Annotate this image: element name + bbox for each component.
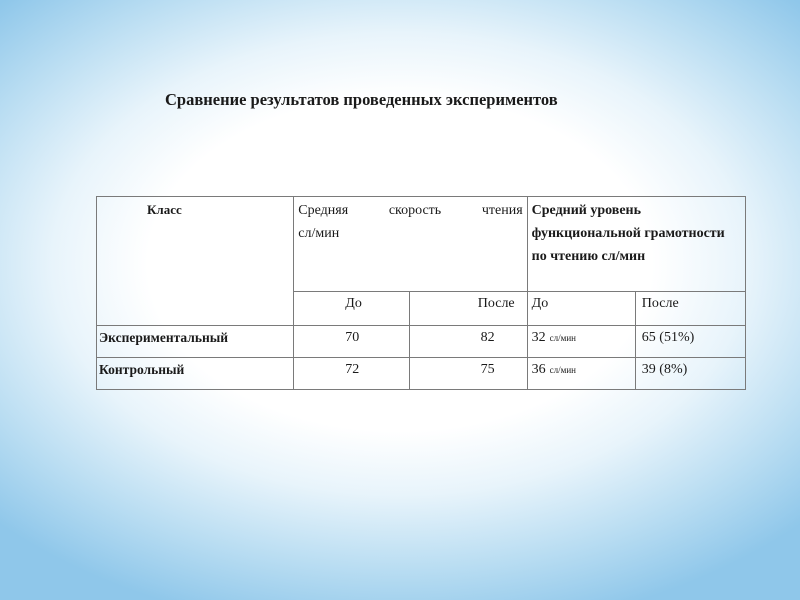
header-class-label: Класс: [147, 202, 182, 217]
results-table: [96, 196, 746, 390]
cell-speed-before: 70: [294, 326, 410, 358]
header-class-cell: [97, 197, 294, 326]
cell-speed-after: 75: [410, 358, 527, 390]
header-level-cell: [527, 197, 745, 292]
cell-level-after: 39 (8%): [635, 358, 745, 390]
header-speed-line1: Средняя скорость чтения: [298, 203, 523, 218]
table-row: [97, 358, 746, 390]
cell-level-before: [527, 358, 635, 390]
header-speed-cell: [294, 197, 527, 292]
cell-speed-before: 72: [294, 358, 410, 390]
cell-level-before-unit: сл/мин: [549, 333, 576, 343]
header-row: [97, 197, 746, 292]
row-label: Контрольный: [97, 358, 294, 390]
cell-level-before-value: 36: [531, 362, 546, 377]
cell-level-before: [527, 326, 635, 358]
cell-level-before-value: 32: [531, 330, 546, 345]
table-row: [97, 326, 746, 358]
header-speed-line2: сл/мин: [298, 226, 340, 241]
subheader-speed-before: До: [294, 292, 410, 326]
header-level-label: Средний уровень функциональной грамотности по чтению сл/мин: [531, 203, 725, 264]
subheader-level-after: После: [635, 292, 745, 326]
cell-level-before-unit: сл/мин: [549, 365, 576, 375]
page-title: Сравнение результатов проведенных экспериментов: [165, 90, 558, 109]
subheader-speed-after: После: [410, 292, 527, 326]
cell-speed-after: 82: [410, 326, 527, 358]
row-label: Экспериментальный: [97, 326, 294, 358]
cell-level-after: 65 (51%): [635, 326, 745, 358]
subheader-level-before: До: [527, 292, 635, 326]
